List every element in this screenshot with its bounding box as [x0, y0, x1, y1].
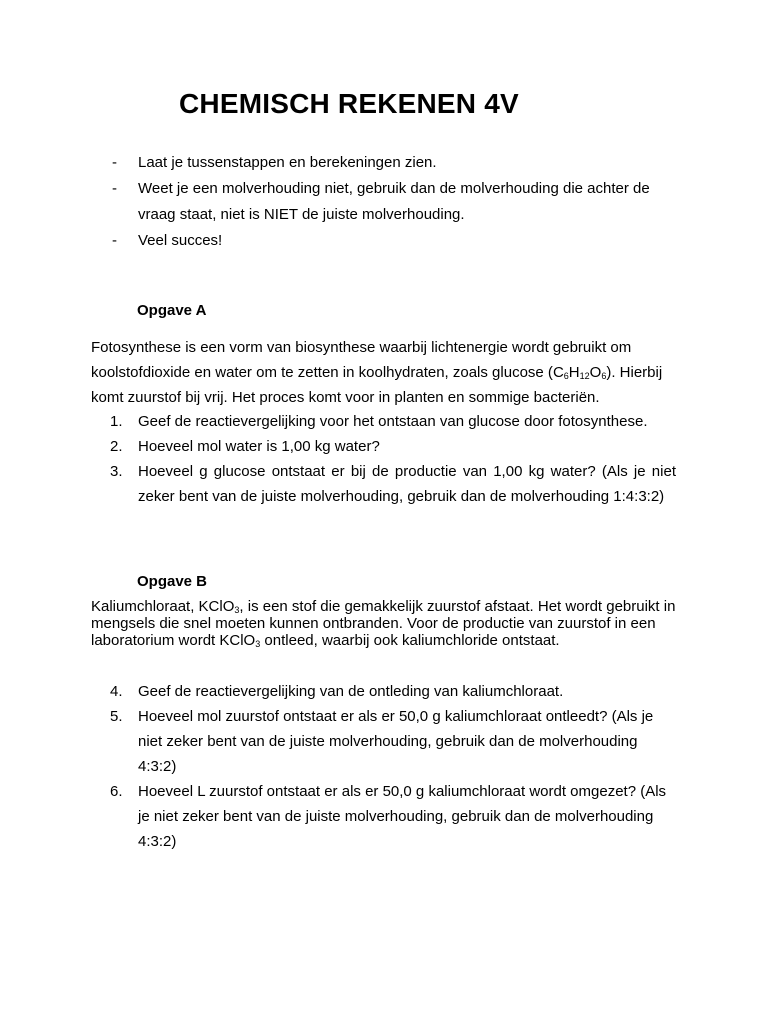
intro-text: Fotosynthese is een vorm van biosynthese waarbij lichtenergie wordt gebruikt om koolstofdioxide en water om te zetten in koolhydraten, zoals glucose ( [91, 339, 632, 381]
list-item [112, 176, 682, 228]
page-title: CHEMISCH REKENEN 4V [179, 88, 519, 119]
question-item [110, 779, 676, 854]
intro-text: ontleed, waarbij ook kaliumchloride ontstaat. [260, 632, 560, 649]
intro-text: ). Hierbij komt zuurstof bij vrij. Het proces komt voor in planten en sommige bacteriën. [91, 364, 663, 406]
opgave-a-intro [91, 335, 681, 410]
list-item [112, 150, 682, 176]
question-text: Hoeveel g glucose ontstaat er bij de productie van 1,00 kg water? (Als je niet zeker bent van de juiste molverhouding, gebruik dan de molverhouding 1:4:3:2) [138, 463, 676, 505]
list-item [112, 228, 682, 254]
question-number: 5. [110, 708, 123, 725]
instruction-text: Weet je een molverhouding niet, gebruik dan de molverhouding die achter de vraag staat, niet is NIET de juiste molverhouding. [138, 180, 650, 223]
instructions-list [112, 150, 682, 254]
question-number: 3. [110, 463, 123, 480]
question-number: 2. [110, 438, 123, 455]
intro-text: , is een stof die gemakkelijk zuurstof afstaat. Het wordt gebruikt in mengsels die snel moeten kunnen ontbranden. Voor de productie van zuurstof in een laboratorium wordt KClO [91, 598, 676, 649]
question-text: Hoeveel mol water is 1,00 kg water? [138, 438, 380, 455]
question-number: 4. [110, 683, 123, 700]
glucose-formula: $C_6H_{12}O_6$ [552, 364, 607, 381]
question-number: 1. [110, 413, 123, 430]
question-item [110, 434, 676, 459]
instruction-text: Laat je tussenstappen en berekeningen zien. [138, 154, 437, 171]
question-text: Hoeveel L zuurstof ontstaat er als er 50,0 g kaliumchloraat wordt omgezet? (Als je niet zeker bent van de juiste molverhouding, gebruik dan de molverhouding 4:3:2) [138, 783, 667, 850]
subscript: 3 [255, 639, 261, 649]
bullet-dash: - [112, 180, 117, 197]
opgave-a-questions [110, 409, 676, 509]
question-item [110, 409, 676, 434]
instruction-text: Veel succes! [138, 232, 223, 249]
question-item [110, 459, 676, 509]
opgave-b-intro [91, 598, 681, 649]
subscript: 3 [234, 605, 240, 615]
question-text: Geef de reactievergelijking voor het ontstaan van glucose door fotosynthese. [138, 413, 648, 430]
question-item [110, 704, 676, 779]
opgave-b-heading: Opgave B [137, 573, 208, 590]
question-number: 6. [110, 783, 123, 800]
question-text: Hoeveel mol zuurstof ontstaat er als er 50,0 g kaliumchloraat ontleedt? (Als je niet zeker bent van de juiste molverhouding, gebruik dan de molverhouding 4:3:2) [138, 708, 654, 775]
bullet-dash: - [112, 232, 117, 249]
bullet-dash: - [112, 154, 117, 171]
opgave-b-questions [110, 679, 676, 854]
intro-text: Kaliumchloraat, KClO [91, 598, 235, 615]
question-text: Geef de reactievergelijking van de ontleding van kaliumchloraat. [138, 683, 564, 700]
question-item [110, 679, 676, 704]
opgave-a-heading: Opgave A [137, 302, 207, 319]
